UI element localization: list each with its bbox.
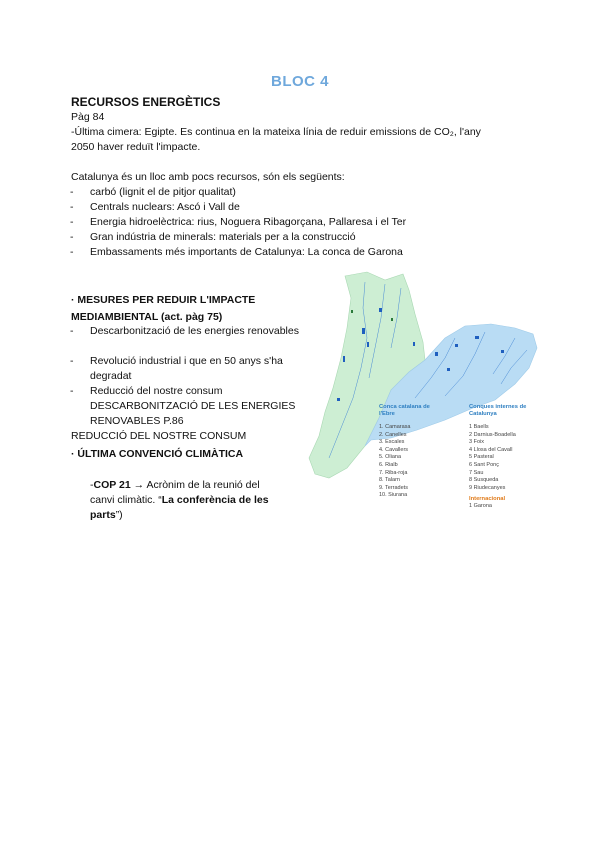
legend-interna [469,404,539,511]
page-title: BLOC 4 [270,73,329,90]
legend-international-title: Internacional [469,496,506,503]
list-item: - Descarbonització de les energies renovables [70,325,299,337]
legend-international-list: 1 Garona [469,503,492,510]
section-heading-mesures: · MESURES PER REDUIR L'IMPACTE [71,294,256,306]
legend-interna-title: Conques internes de Catalunya [469,404,527,417]
list-item: - Centrals nuclears: Ascó i Vall de [70,201,240,213]
list-item: - Energia hidroelèctrica: rius, Noguera Ribagorçana, Pallaresa i el Ter [70,216,407,228]
list-item: - carbó (lignit el de pitjor qualitat) [70,186,236,198]
section-heading-convencio: · ÚLTIMA CONVENCIÓ CLIMÀTICA [71,448,244,460]
legend-ebre [379,404,437,500]
section-heading-mesures-sub: MEDIAMBIENTAL (act. pàg 75) [71,311,223,323]
legend-ebre-list: 1. Camarasa 2. Canelles 3. Escales 4. Cavallers 5. Oliana 6. Rialb 7. Riba-roja 8. Talarn 9. Terradets 10. Siurana [379,424,411,499]
intro-text: Catalunya és un lloc amb pocs recursos, són els següents: [71,171,345,183]
paragraph-line: -Última cimera: Egipte. Es continua en la mateixa línia de reduir emissions de CO₂, l'any [71,126,481,138]
paragraph-line: REDUCCIÓ DEL NOSTRE CONSUM [71,430,247,442]
catalonia-reservoir-map [305,268,540,558]
page-reference: Pàg 84 [71,111,105,123]
list-item: - Gran indústria de minerals: materials per a la construcció [70,231,356,243]
paragraph-line: 2050 haver reduït l'impacte. [71,141,201,153]
section-heading-recursos: RECURSOS ENERGÈTICS [71,95,221,109]
list-item: - Embassaments més importants de Catalunya: La conca de Garona [70,246,403,258]
list-item: - Revolució industrial i que en 50 anys s'ha degradat [70,355,283,382]
legend-interna-list: 1 Baells 2 Darnius-Boadella 3 Foix 4 Llosa del Cavall 5 Pasteral 6 Sant Ponç 7 Sau 8 Susqueda 9 Riudecanyes [469,424,516,491]
list-item: - Reducció del nostre consum DESCARBONITZACIÓ DE LES ENERGIES RENOVABLES P.86 [70,385,296,427]
cop21-paragraph: -COP 21 → Acrònim de la reunió del canvi climàtic. “La conferència de les parts”) [90,479,269,521]
legend-ebre-title: Conca catalana de l'Ebre [379,404,430,417]
